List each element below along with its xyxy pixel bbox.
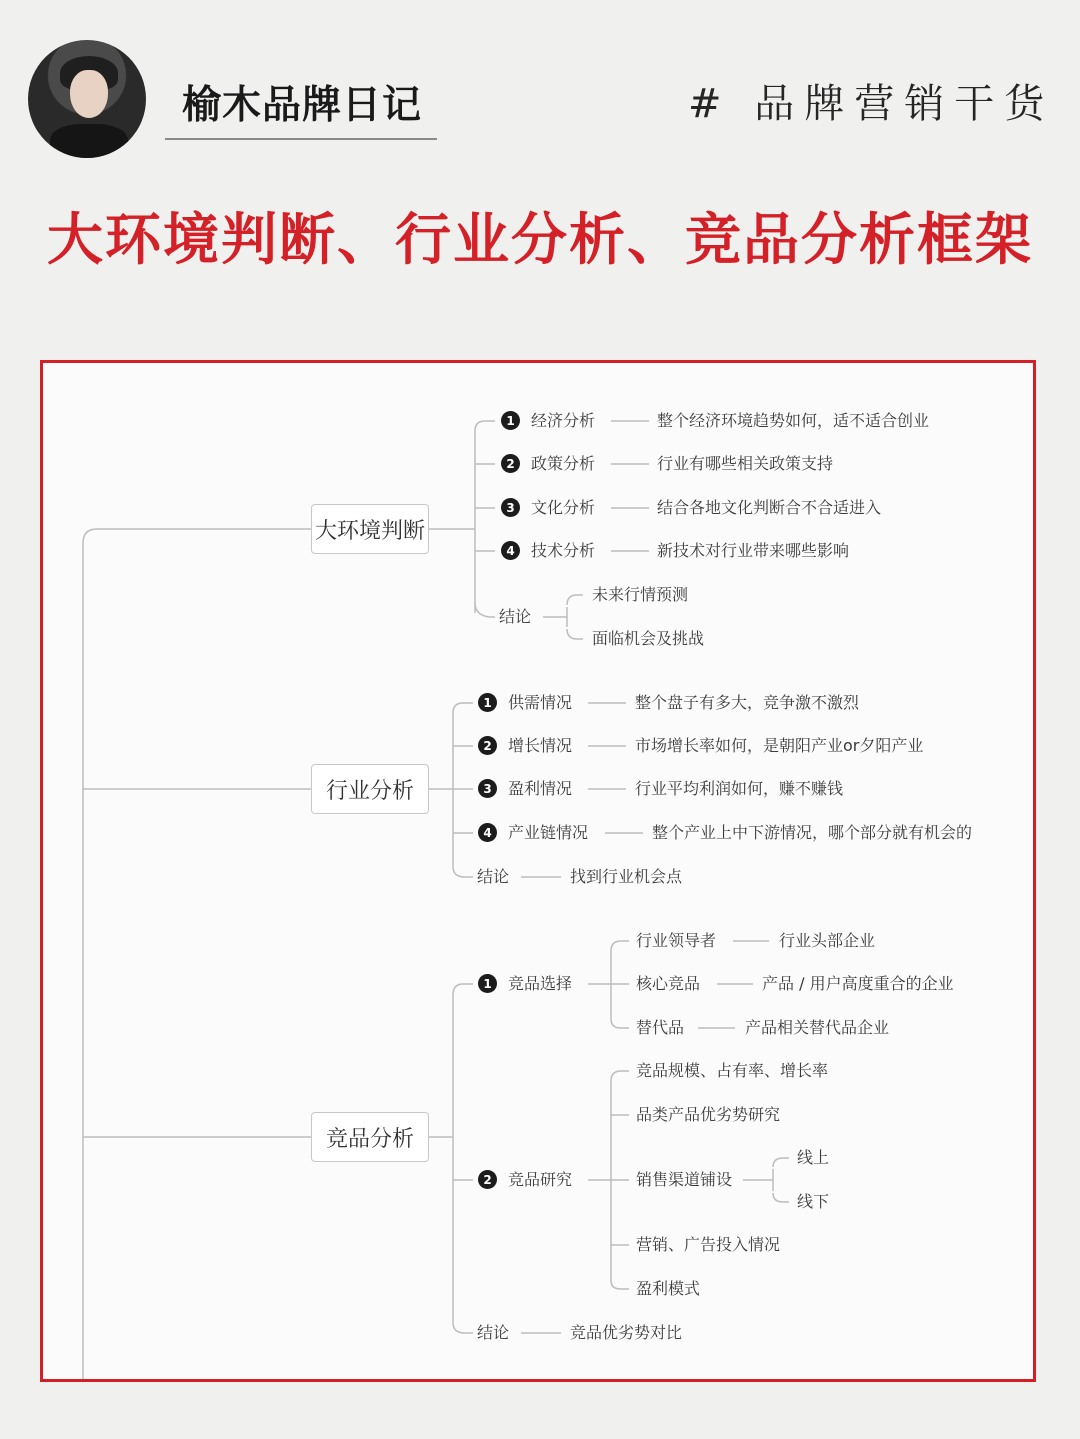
author-name: 榆木品牌日记 bbox=[182, 83, 423, 128]
author-avatar bbox=[28, 40, 146, 158]
num-badge: 3 bbox=[478, 779, 497, 798]
industry-item-name: 产业链情况 bbox=[508, 823, 589, 842]
industry-item-name: 供需情况 bbox=[508, 693, 573, 712]
select-sub-name: 核心竞品 bbox=[636, 974, 701, 993]
mindmap-frame bbox=[40, 360, 1036, 1382]
env-conclusion-sub: 未来行情预测 bbox=[592, 585, 689, 604]
industry-item-name: 盈利情况 bbox=[508, 779, 573, 798]
research-sub: 营销、广告投入情况 bbox=[636, 1235, 781, 1254]
channel-sub: 线上 bbox=[797, 1148, 830, 1167]
num-badge: 1 bbox=[478, 974, 497, 993]
node-env[interactable]: 大环境判断 bbox=[311, 504, 429, 554]
industry-item-name: 增长情况 bbox=[508, 736, 573, 755]
env-item-desc: 结合各地文化判断合不合适进入 bbox=[657, 498, 882, 517]
avatar-face bbox=[70, 70, 108, 118]
industry-item-desc: 整个产业上中下游情况，哪个部分就有机会的 bbox=[652, 823, 973, 842]
competitor-select: 竞品选择 bbox=[508, 974, 573, 993]
research-sub: 竞品规模、占有率、增长率 bbox=[636, 1061, 829, 1080]
industry-conclusion: 结论 bbox=[477, 867, 510, 886]
num-badge: 2 bbox=[501, 454, 520, 473]
env-item-name: 文化分析 bbox=[531, 498, 596, 517]
env-conclusion-sub: 面临机会及挑战 bbox=[592, 629, 705, 648]
competitor-research: 竞品研究 bbox=[508, 1170, 573, 1189]
competitor-conclusion: 结论 bbox=[477, 1323, 510, 1342]
num-badge: 2 bbox=[478, 1170, 497, 1189]
avatar-body bbox=[50, 124, 128, 158]
env-item-name: 经济分析 bbox=[531, 411, 596, 430]
select-sub-desc: 行业头部企业 bbox=[779, 931, 876, 950]
industry-conclusion-desc: 找到行业机会点 bbox=[570, 867, 683, 886]
select-sub-desc: 产品 / 用户高度重合的企业 bbox=[762, 974, 954, 993]
env-item-name: 技术分析 bbox=[531, 541, 596, 560]
select-sub-desc: 产品相关替代品企业 bbox=[745, 1018, 890, 1037]
num-badge: 2 bbox=[478, 736, 497, 755]
research-sub: 销售渠道铺设 bbox=[636, 1170, 733, 1189]
env-item-name: 政策分析 bbox=[531, 454, 596, 473]
select-sub-name: 行业领导者 bbox=[636, 931, 717, 950]
env-conclusion: 结论 bbox=[499, 607, 532, 626]
env-item-desc: 行业有哪些相关政策支持 bbox=[657, 454, 834, 473]
num-badge: 1 bbox=[478, 693, 497, 712]
num-badge: 1 bbox=[501, 411, 520, 430]
research-sub: 品类产品优劣势研究 bbox=[636, 1105, 781, 1124]
num-badge: 3 bbox=[501, 498, 520, 517]
num-badge: 4 bbox=[501, 541, 520, 560]
node-industry[interactable]: 行业分析 bbox=[311, 764, 429, 814]
channel-sub: 线下 bbox=[797, 1192, 830, 1211]
env-item-desc: 新技术对行业带来哪些影响 bbox=[657, 541, 850, 560]
author-underline bbox=[165, 138, 437, 140]
select-sub-name: 替代品 bbox=[636, 1018, 685, 1037]
industry-item-desc: 整个盘子有多大，竞争激不激烈 bbox=[635, 693, 860, 712]
topic-tag: # 品牌营销干货 bbox=[688, 81, 1055, 127]
page-title: 大环境判断、行业分析、竞品分析框架 bbox=[47, 208, 1033, 273]
competitor-conclusion-desc: 竞品优劣势对比 bbox=[570, 1323, 683, 1342]
research-sub: 盈利模式 bbox=[636, 1279, 701, 1298]
industry-item-desc: 行业平均利润如何，赚不赚钱 bbox=[635, 779, 844, 798]
num-badge: 4 bbox=[478, 823, 497, 842]
node-competitor[interactable]: 竞品分析 bbox=[311, 1112, 429, 1162]
industry-item-desc: 市场增长率如何，是朝阳产业or夕阳产业 bbox=[635, 736, 924, 755]
env-item-desc: 整个经济环境趋势如何，适不适合创业 bbox=[657, 411, 930, 430]
